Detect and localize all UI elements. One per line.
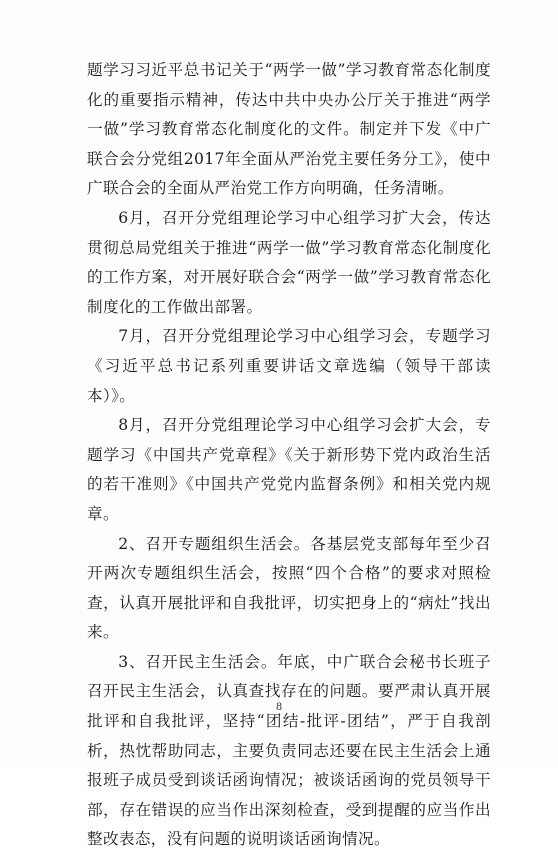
- paragraph-4: 8月，召开分党组理论学习中心组学习会扩大会，专题学习《中国共产党章程》《关于新形势下党内政治生活的若干准则》《中国共产党党内监督条例》和相关党内规章。: [87, 416, 491, 523]
- paragraph-6: 3、召开民主生活会。年底，中广联合会秘书长班子召开民主生活会，认真查找存在的问题。要严肃认真开展批评和自我批评，坚持“团结-批评-团结”，严于自我剖析，热忱帮助同志，主要负责同志还要在民主生活会上通报班子成员受到谈话函询情况；被谈话函询的党员领导干部，存在错误的应当作出深刻检查，受到提醒的应当作出整改表态，没有问题的说明谈话函询情况。: [87, 652, 491, 849]
- page-number: 8: [275, 702, 283, 713]
- paragraph-1: 题学习习近平总书记关于“两学一做”学习教育常态化制度化的重要指示精神，传达中共中央办公厅关于推进“两学一做”学习教育常态化制度化的文件。制定并下发《中广联合会分党组2017年全面从严治党主要任务分工》，使中广联合会的全面从严治党工作方向明确，任务清晰。: [87, 61, 491, 198]
- body-text: [87, 56, 491, 855]
- paragraph-5: 2、召开专题组织生活会。各基层党支部每年至少召开两次专题组织生活会，按照“四个合格”的要求对照检查，认真开展批评和自我批评，切实把身上的“病灶”找出来。: [87, 534, 491, 642]
- paragraph-2: 6月，召开分党组理论学习中心组学习扩大会，传达贯彻总局党组关于推进“两学一做”学习教育常态化制度化的工作方案，对开展好联合会“两学一做”学习教育常态化制度化的工作做出部署。: [87, 208, 491, 316]
- paragraph-3: 7月，召开分党组理论学习中心组学习会，专题学习《习近平总书记系列重要讲话文章选编（领导干部读本）》。: [87, 327, 491, 405]
